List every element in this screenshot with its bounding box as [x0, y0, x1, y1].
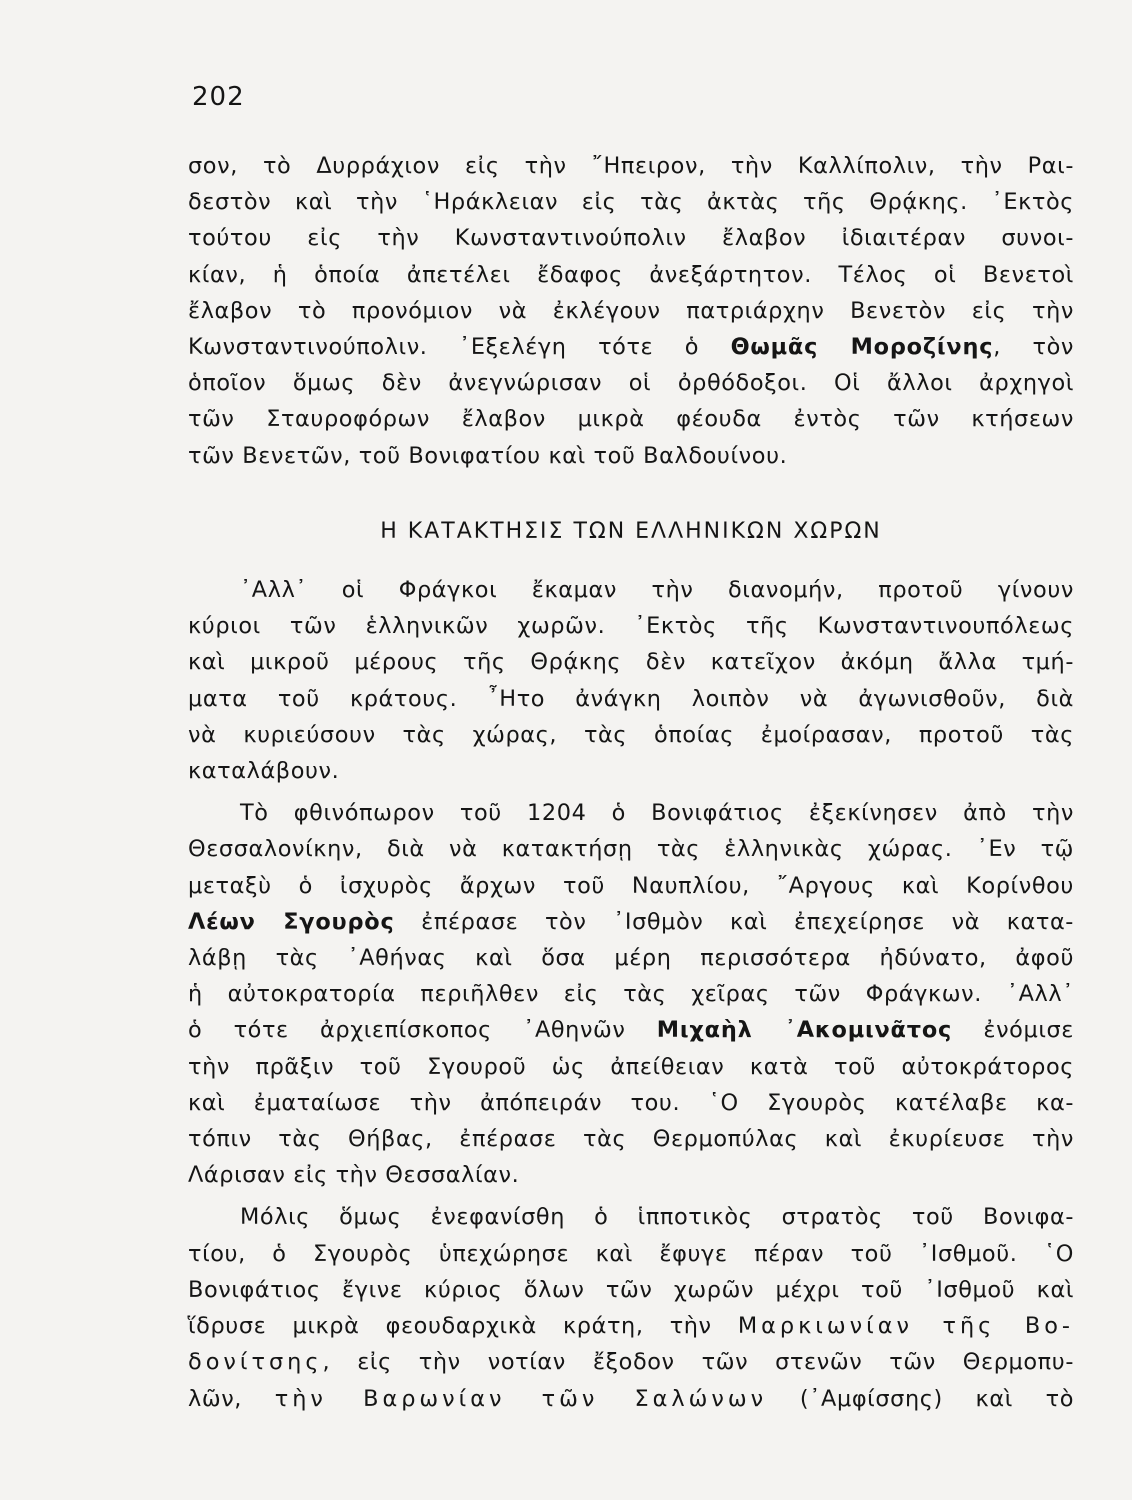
text-line: νὰ κυριεύσουν τὰς χώρας, τὰς ὁποίας ἐμοίρασαν, προτοῦ τὰς [188, 721, 1074, 748]
text-line: λάβῃ τὰς ᾿Αθήνας καὶ ὅσα μέρη περισσότερα ἠδύνατο, ἀφοῦ [188, 945, 1074, 972]
text-segment: , εἰς τὴν νοτίαν ἔξοδον τῶν στενῶν τῶν Θερμοπυ- [322, 1349, 1074, 1376]
text-line: τῶν Βενετῶν, τοῦ Βονιφατίου καὶ τοῦ Βαλδουίνου. [188, 442, 788, 469]
bold-name-akominatos: Μιχαὴλ ᾿Ακομινᾶτος [656, 1017, 953, 1044]
text-line: τούτου εἰς τὴν Κωνσταντινούπολιν ἔλαβον ἰδιαιτέραν συνοι- [188, 225, 1074, 252]
text-line: τῶν Σταυροφόρων ἔλαβον μικρὰ φέουδα ἐντὸς τῶν κτήσεων [188, 406, 1074, 433]
text-line: τίου, ὁ Σγουρὸς ὑπεχώρησε καὶ ἔφυγε πέραν τοῦ ᾿Ισθμοῦ. ῾Ο [188, 1240, 1074, 1267]
paragraph-franks [188, 572, 1074, 789]
text-line: κίαν, ἡ ὁποία ἀπετέλει ἔδαφος ἀνεξάρτητον. Τέλος οἱ Βενετοὶ [188, 261, 1074, 288]
text-segment: , τὸν [993, 334, 1074, 361]
text-segment: λῶν, [188, 1385, 275, 1412]
spaced-barony-name: τὴν Βαρωνίαν τῶν Σαλώνων [274, 1385, 768, 1412]
text-line: ἡ αὐτοκρατορία περιῆλθεν εἰς τὰς χεῖρας τῶν Φράγκων. ᾿Αλλ᾿ [188, 981, 1074, 1008]
text-line: Βονιφάτιος ἔγινε κύριος ὅλων τῶν χωρῶν μέχρι τοῦ ᾿Ισθμοῦ καὶ [188, 1276, 1074, 1303]
text-line: ματα τοῦ κράτους. ῏Ητο ἀνάγκη λοιπὸν νὰ ἀγωνισθοῦν, διὰ [188, 685, 1074, 712]
text-line [188, 329, 1074, 365]
text-line [188, 1344, 1074, 1380]
text-line: Μόλις ὅμως ἐνεφανίσθη ὁ ἱπποτικὸς στρατὸς τοῦ Βονιφα- [240, 1204, 1074, 1231]
spaced-marquisate-name: δονίτσης [188, 1349, 323, 1376]
text-segment: Κωνσταντινούπολιν. ᾿Εξελέγη τότε ὁ [188, 334, 731, 361]
text-line: τὴν πρᾶξιν τοῦ Σγουροῦ ὡς ἀπείθειαν κατὰ τοῦ αὐτοκράτορος [188, 1053, 1074, 1080]
text-line: ᾿Αλλ᾿ οἱ Φράγκοι ἔκαμαν τὴν διανομήν, προτοῦ γίνουν [240, 577, 1074, 604]
text-line: καὶ μικροῦ μέρους τῆς Θρᾴκης δὲν κατεῖχον ἀκόμη ἄλλα τμή- [188, 649, 1074, 676]
text-segment: ἐπέρασε τὸν ᾿Ισθμὸν καὶ ἐπεχείρησε νὰ κατα- [394, 908, 1074, 935]
text-segment: (᾿Αμφίσσης) καὶ τὸ [767, 1385, 1074, 1412]
text-segment: ἐνόμισε [952, 1017, 1074, 1044]
text-segment: ἵδρυσε μικρὰ φεουδαρχικὰ κράτη, τὴν [188, 1313, 738, 1340]
paragraph-feudal-states [188, 1199, 1074, 1416]
paragraph-treaty-continuation [188, 148, 1074, 474]
text-line: καταλάβουν. [188, 758, 340, 785]
text-line: σον, τὸ Δυρράχιον εἰς τὴν ῎Ηπειρον, τὴν Καλλίπολιν, τὴν Ραι- [188, 153, 1074, 179]
text-line: τόπιν τὰς Θήβας, ἐπέρασε τὰς Θερμοπύλας καὶ ἐκυρίευσε τὴν [188, 1126, 1074, 1153]
section-heading: Η ΚΑΤΑΚΤΗΣΙΣ ΤΩΝ ΕΛΛΗΝΙΚΩΝ ΧΩΡΩΝ [380, 518, 882, 544]
bold-name-sgouros: Λέων Σγουρὸς [188, 908, 395, 935]
text-segment: ὁ τότε ἀρχιεπίσκοπος ᾿Αθηνῶν [188, 1017, 657, 1044]
text-line: ἔλαβον τὸ προνόμιον νὰ ἐκλέγουν πατριάρχην Βενετὸν εἰς τὴν [188, 297, 1074, 324]
bold-name-morosini: Θωμᾶς Μοροζίνης [730, 334, 994, 361]
text-line: κύριοι τῶν ἑλληνικῶν χωρῶν. ᾿Εκτὸς τῆς Κωνσταντινουπόλεως [188, 613, 1074, 640]
text-line: Λάρισαν εἰς τὴν Θεσσαλίαν. [188, 1162, 520, 1189]
text-line [188, 1308, 1074, 1344]
text-line: δεστὸν καὶ τὴν ῾Ηράκλειαν εἰς τὰς ἀκτὰς τῆς Θρᾴκης. ᾿Εκτὸς [188, 189, 1074, 216]
text-line: καὶ ἐματαίωσε τὴν ἀπόπειράν του. ῾Ο Σγουρὸς κατέλαβε κα- [188, 1089, 1074, 1116]
paragraph-boniface [188, 795, 1074, 1193]
text-line [188, 1012, 1074, 1048]
page-number: 202 [192, 82, 245, 112]
text-line [188, 1381, 1074, 1417]
body-text [188, 148, 1074, 1417]
text-line: μεταξὺ ὁ ἰσχυρὸς ἄρχων τοῦ Ναυπλίου, ῎Αργους καὶ Κορίνθου [188, 872, 1074, 899]
text-line [188, 904, 1074, 940]
text-line: ὁποῖον ὅμως δὲν ἀνεγνώρισαν οἱ ὀρθόδοξοι. Οἱ ἄλλοι ἀρχηγοὶ [188, 370, 1074, 397]
spaced-marquisate-name: Μαρκιωνίαν τῆς Βο- [737, 1313, 1074, 1340]
text-line: Τὸ φθινόπωρον τοῦ 1204 ὁ Βονιφάτιος ἐξεκίνησεν ἀπὸ τὴν [240, 800, 1074, 827]
text-line: Θεσσαλονίκην, διὰ νὰ κατακτήσῃ τὰς ἑλληνικὰς χώρας. ᾿Εν τῷ [188, 836, 1074, 863]
